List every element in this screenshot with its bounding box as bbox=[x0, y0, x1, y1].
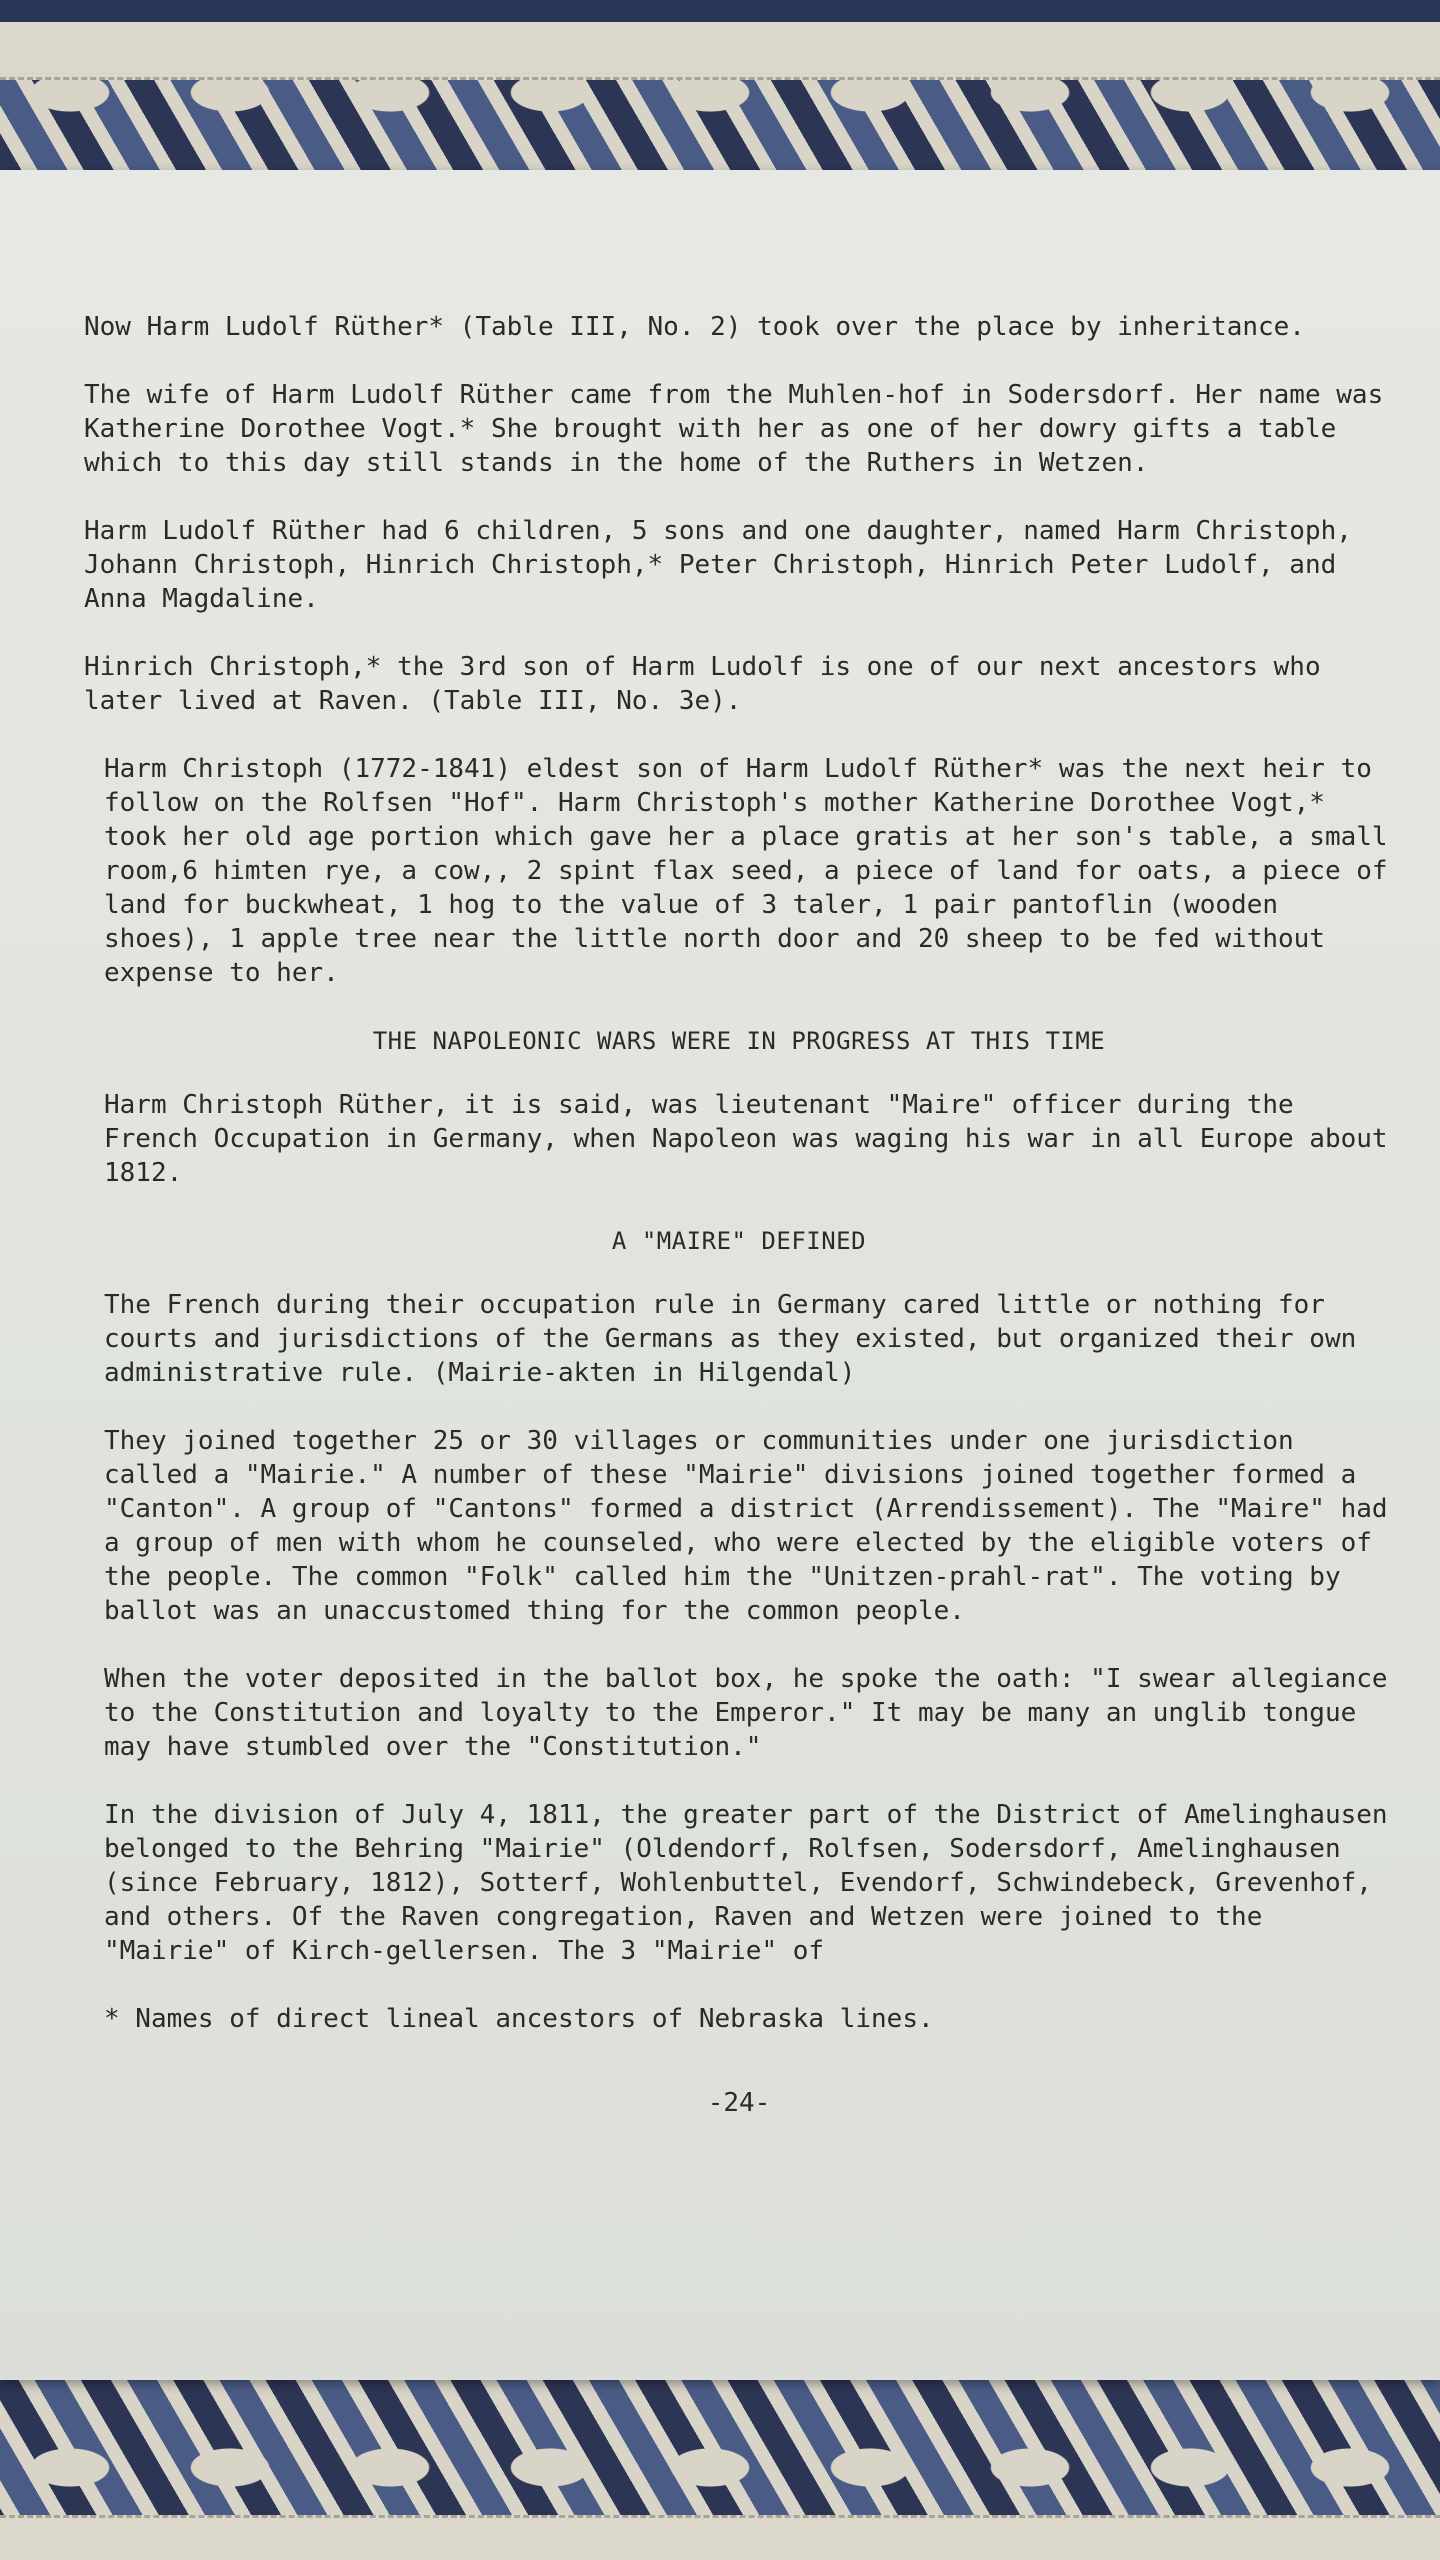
tablecloth-top bbox=[0, 0, 1440, 189]
tablecloth-top-band bbox=[0, 0, 1440, 22]
paragraph-children: Harm Ludolf Rüther had 6 children, 5 sons and one daughter, named Harm Christoph, Johann Christoph, Hinrich Christoph,* Peter Christoph, Hinrich Peter Ludolf, and Anna Magdaline. bbox=[84, 516, 1352, 614]
paragraph-division-1811: In the division of July 4, 1811, the greater part of the District of Amelinghausen belonged to the Behring "Mairie" (Oldendorf, Rolfsen, Sodersdorf, Amelinghausen (since February, 1812), Sotterf, Wohlenbuttel, Evendorf, Schwindebeck, Grevenhof, and others. Of the Raven congregation, Raven and Wetzen were joined to the "Mairie" of Kirch-gellersen. The 3 "Mairie" of bbox=[104, 1800, 1388, 1966]
page-number: -24- bbox=[707, 2088, 771, 2118]
section-heading-napoleonic-wars: THE NAPOLEONIC WARS WERE IN PROGRESS AT THIS TIME bbox=[372, 1027, 1106, 1055]
tablecloth-bottom-strip bbox=[0, 2515, 1440, 2560]
footnote: * Names of direct lineal ancestors of Nebraska lines. bbox=[104, 2004, 934, 2034]
paragraph-harm-christoph: Harm Christoph (1772-1841) eldest son of Harm Ludolf Rüther* was the next heir to follow on the Rolfsen "Hof". Harm Christoph's mother Katherine Dorothee Vogt,* took her old age portion which gave her a place gratis at her son's table, a small room,6 himten rye, a cow,, 2 spint flax seed, a piece of land for oats, a piece of land for buckwheat, 1 hog to the value of 3 taler, 1 pair pantoflin (wooden shoes), 1 apple tree near the little north door and 20 sheep to be fed without expense to her. bbox=[104, 754, 1388, 988]
tablecloth-bottom bbox=[0, 2375, 1440, 2560]
paragraph-lieutenant-maire: Harm Christoph Rüther, it is said, was lieutenant "Maire" officer during the French Occupation in Germany, when Napoleon was waging his war in all Europe about 1812. bbox=[104, 1090, 1388, 1188]
document-page bbox=[0, 170, 1440, 2380]
page-content bbox=[84, 310, 1394, 2120]
paragraph-wife: The wife of Harm Ludolf Rüther came from the Muhlen-hof in Sodersdorf. Her name was Katherine Dorothee Vogt.* She brought with her as one of her dowry gifts a table which to this day still stands in the home of the Ruthers in Wetzen. bbox=[84, 380, 1384, 478]
paragraph-mairie-divisions: They joined together 25 or 30 villages or communities under one jurisdiction called a "Mairie." A number of these "Mairie" divisions joined together formed a "Canton". A group of "Cantons" formed a district (Arrendissement). The "Maire" had a group of men with whom he counseled, who were elected by the eligible voters of the people. The common "Folk" called him the "Unitzen-prahl-rat". The voting by ballot was an unaccustomed thing for the common people. bbox=[104, 1426, 1388, 1626]
paragraph-oath: When the voter deposited in the ballot box, he spoke the oath: "I swear allegiance to the Constitution and loyalty to the Emperor." It may be many an unglib tongue may have stumbled over the "Constitution." bbox=[104, 1664, 1388, 1762]
paragraph-inheritance: Now Harm Ludolf Rüther* (Table III, No. 2) took over the place by inheritance. bbox=[84, 312, 1305, 342]
section-heading-maire-defined: A "MAIRE" DEFINED bbox=[611, 1227, 867, 1255]
paragraph-hinrich-christoph: Hinrich Christoph,* the 3rd son of Harm Ludolf is one of our next ancestors who later lived at Raven. (Table III, No. 3e). bbox=[84, 652, 1321, 716]
tablecloth-top-stitch bbox=[0, 22, 1440, 80]
paragraph-french-occupation: The French during their occupation rule in Germany cared little or nothing for courts and jurisdictions of the Germans as they existed, but organized their own administrative rule. (Mairie-akten in Hilgendal) bbox=[104, 1290, 1357, 1388]
